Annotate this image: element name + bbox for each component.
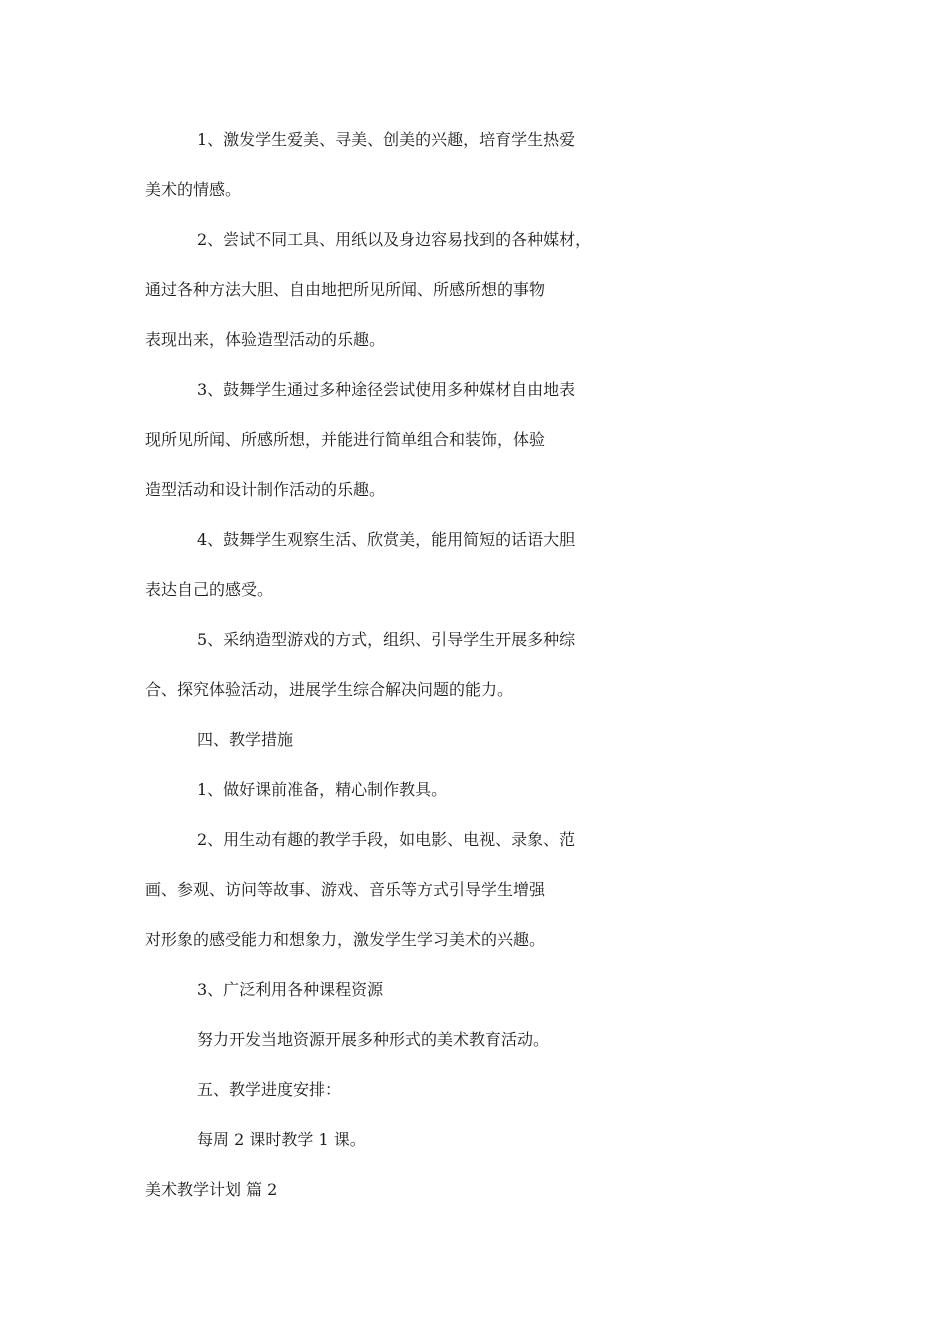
text-line: 表达自己的感受。: [145, 580, 274, 599]
section-heading: 四、教学措施: [197, 730, 294, 749]
text-line: 5、采纳造型游戏的方式，组织、引导学生开展多种综: [197, 630, 576, 649]
paragraph-goal-4: [145, 527, 815, 627]
text-line: 1、激发学生爱美、寻美、创美的兴趣，培育学生热爱: [197, 130, 576, 149]
section-heading: 五、教学进度安排：: [197, 1080, 342, 1099]
text-line: 表现出来，体验造型活动的乐趣。: [145, 330, 386, 349]
text-line: 通过各种方法大胆、自由地把所见所闻、所感所想的事物: [145, 280, 546, 299]
section-heading-schedule: [145, 1077, 815, 1127]
document-body: [145, 127, 815, 1227]
paragraph-measure-3: [145, 977, 815, 1027]
text-line: 3、广泛利用各种课程资源: [197, 980, 384, 999]
text-line: 3、鼓舞学生通过多种途径尝试使用多种媒材自由地表: [197, 380, 576, 399]
paragraph-goal-3: [145, 377, 815, 527]
text-line: 现所见所闻、所感所想，并能进行简单组合和装饰，体验: [145, 430, 546, 449]
text-line: 合、探究体验活动，进展学生综合解决问题的能力。: [145, 680, 514, 699]
paragraph-measure-1: [145, 777, 815, 827]
text-line: 2、用生动有趣的教学手段，如电影、电视、录象、范: [197, 830, 576, 849]
paragraph-measure-2: [145, 827, 815, 977]
text-line: 画、参观、访问等故事、游戏、音乐等方式引导学生增强: [145, 880, 546, 899]
paragraph-measure-3-detail: [145, 1027, 815, 1077]
text-line: 4、鼓舞学生观察生活、欣赏美，能用简短的话语大胆: [197, 530, 576, 549]
text-line: 美术的情感。: [145, 180, 242, 199]
paragraph-goal-2: [145, 227, 815, 377]
text-line: 每周 2 课时教学 1 课。: [197, 1130, 366, 1149]
next-article-title: [145, 1177, 815, 1227]
paragraph-schedule: [145, 1127, 815, 1177]
text-line: 对形象的感受能力和想象力，激发学生学习美术的兴趣。: [145, 930, 546, 949]
paragraph-goal-1: [145, 127, 815, 227]
section-heading-measures: [145, 727, 815, 777]
paragraph-goal-5: [145, 627, 815, 727]
text-line: 造型活动和设计制作活动的乐趣。: [145, 480, 386, 499]
text-line: 1、做好课前准备，精心制作教具。: [197, 780, 448, 799]
text-line: 努力开发当地资源开展多种形式的美术教育活动。: [197, 1030, 550, 1049]
text-line: 2、尝试不同工具、用纸以及身边容易找到的各种媒材，: [197, 230, 592, 249]
article-title: 美术教学计划 篇 2: [145, 1180, 278, 1199]
